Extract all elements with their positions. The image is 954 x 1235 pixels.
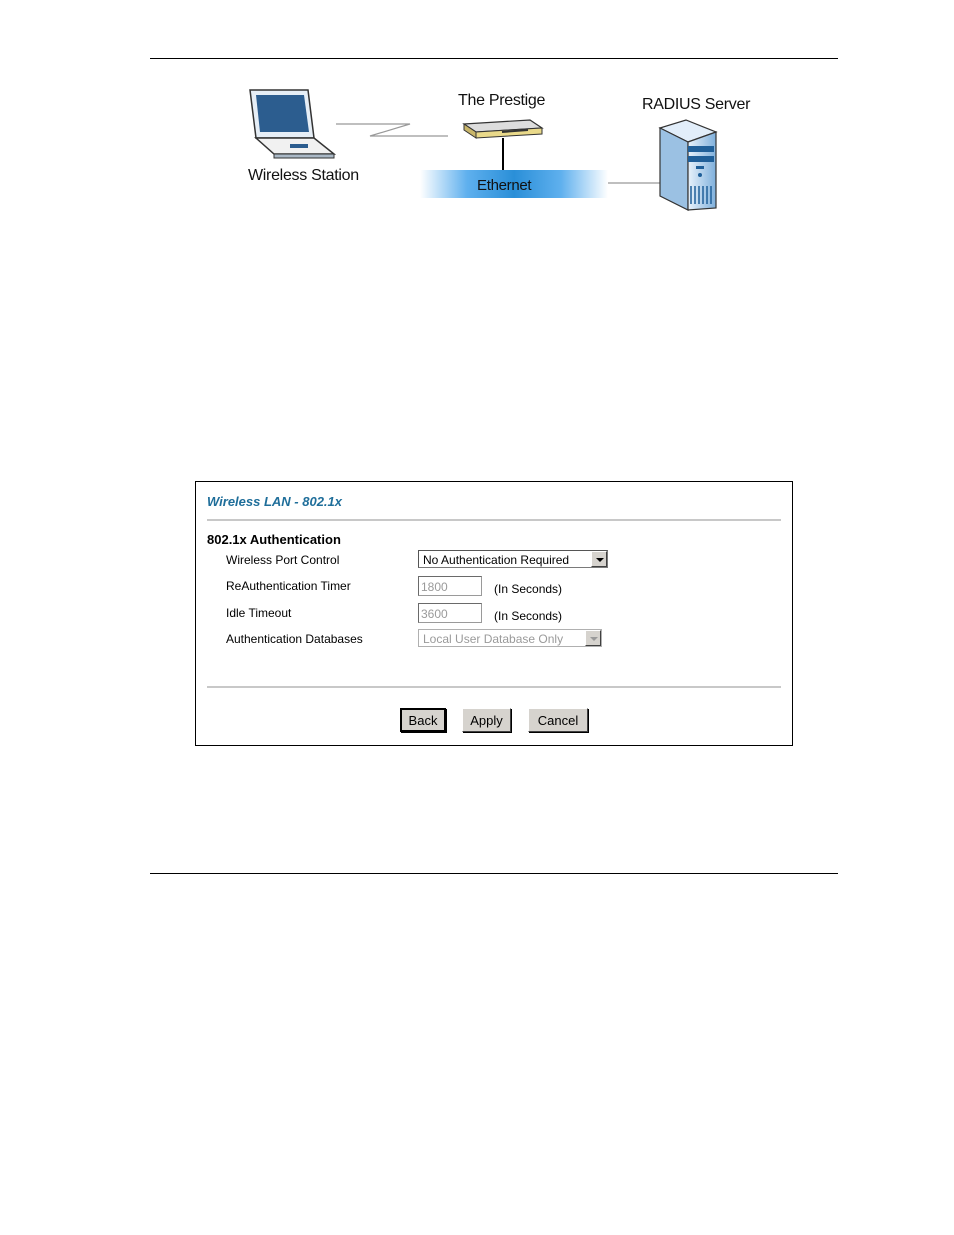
top-rule [150,58,838,59]
auth-db-value: Local User Database Only [423,632,564,646]
port-control-label: Wireless Port Control [226,553,340,567]
server-icon [660,120,716,210]
network-diagram [230,80,770,220]
port-control-select[interactable] [418,550,608,568]
radius-server-label: RADIUS Server [642,96,751,113]
wireless-station-label: Wireless Station [248,167,359,184]
reauth-timer-input[interactable] [418,576,482,596]
back-button[interactable]: Back [400,708,446,732]
wireless-8021x-panel [195,481,793,746]
router-icon [464,120,542,138]
port-control-value: No Authentication Required [423,553,570,567]
idle-timeout-label: Idle Timeout [226,606,292,620]
auth-db-select[interactable] [418,629,602,647]
idle-timeout-input[interactable] [418,603,482,623]
panel-title: Wireless LAN - 802.1x [207,494,343,509]
reauth-timer-unit: (In Seconds) [494,582,563,596]
laptop-icon [250,90,334,158]
ethernet-label: Ethernet [477,177,532,194]
section-title: 802.1x Authentication [207,532,341,547]
chevron-down-icon[interactable] [585,630,601,646]
bottom-rule [150,873,838,874]
reauth-timer-label: ReAuthentication Timer [226,579,351,593]
prestige-label: The Prestige [458,92,546,109]
apply-button[interactable]: Apply [462,708,511,732]
button-divider [207,686,781,688]
wireless-link [336,124,448,136]
idle-timeout-unit: (In Seconds) [494,609,563,623]
cancel-button[interactable]: Cancel [528,708,588,732]
auth-db-label: Authentication Databases [226,632,363,646]
chevron-down-icon[interactable] [591,551,607,567]
title-divider [207,519,781,521]
